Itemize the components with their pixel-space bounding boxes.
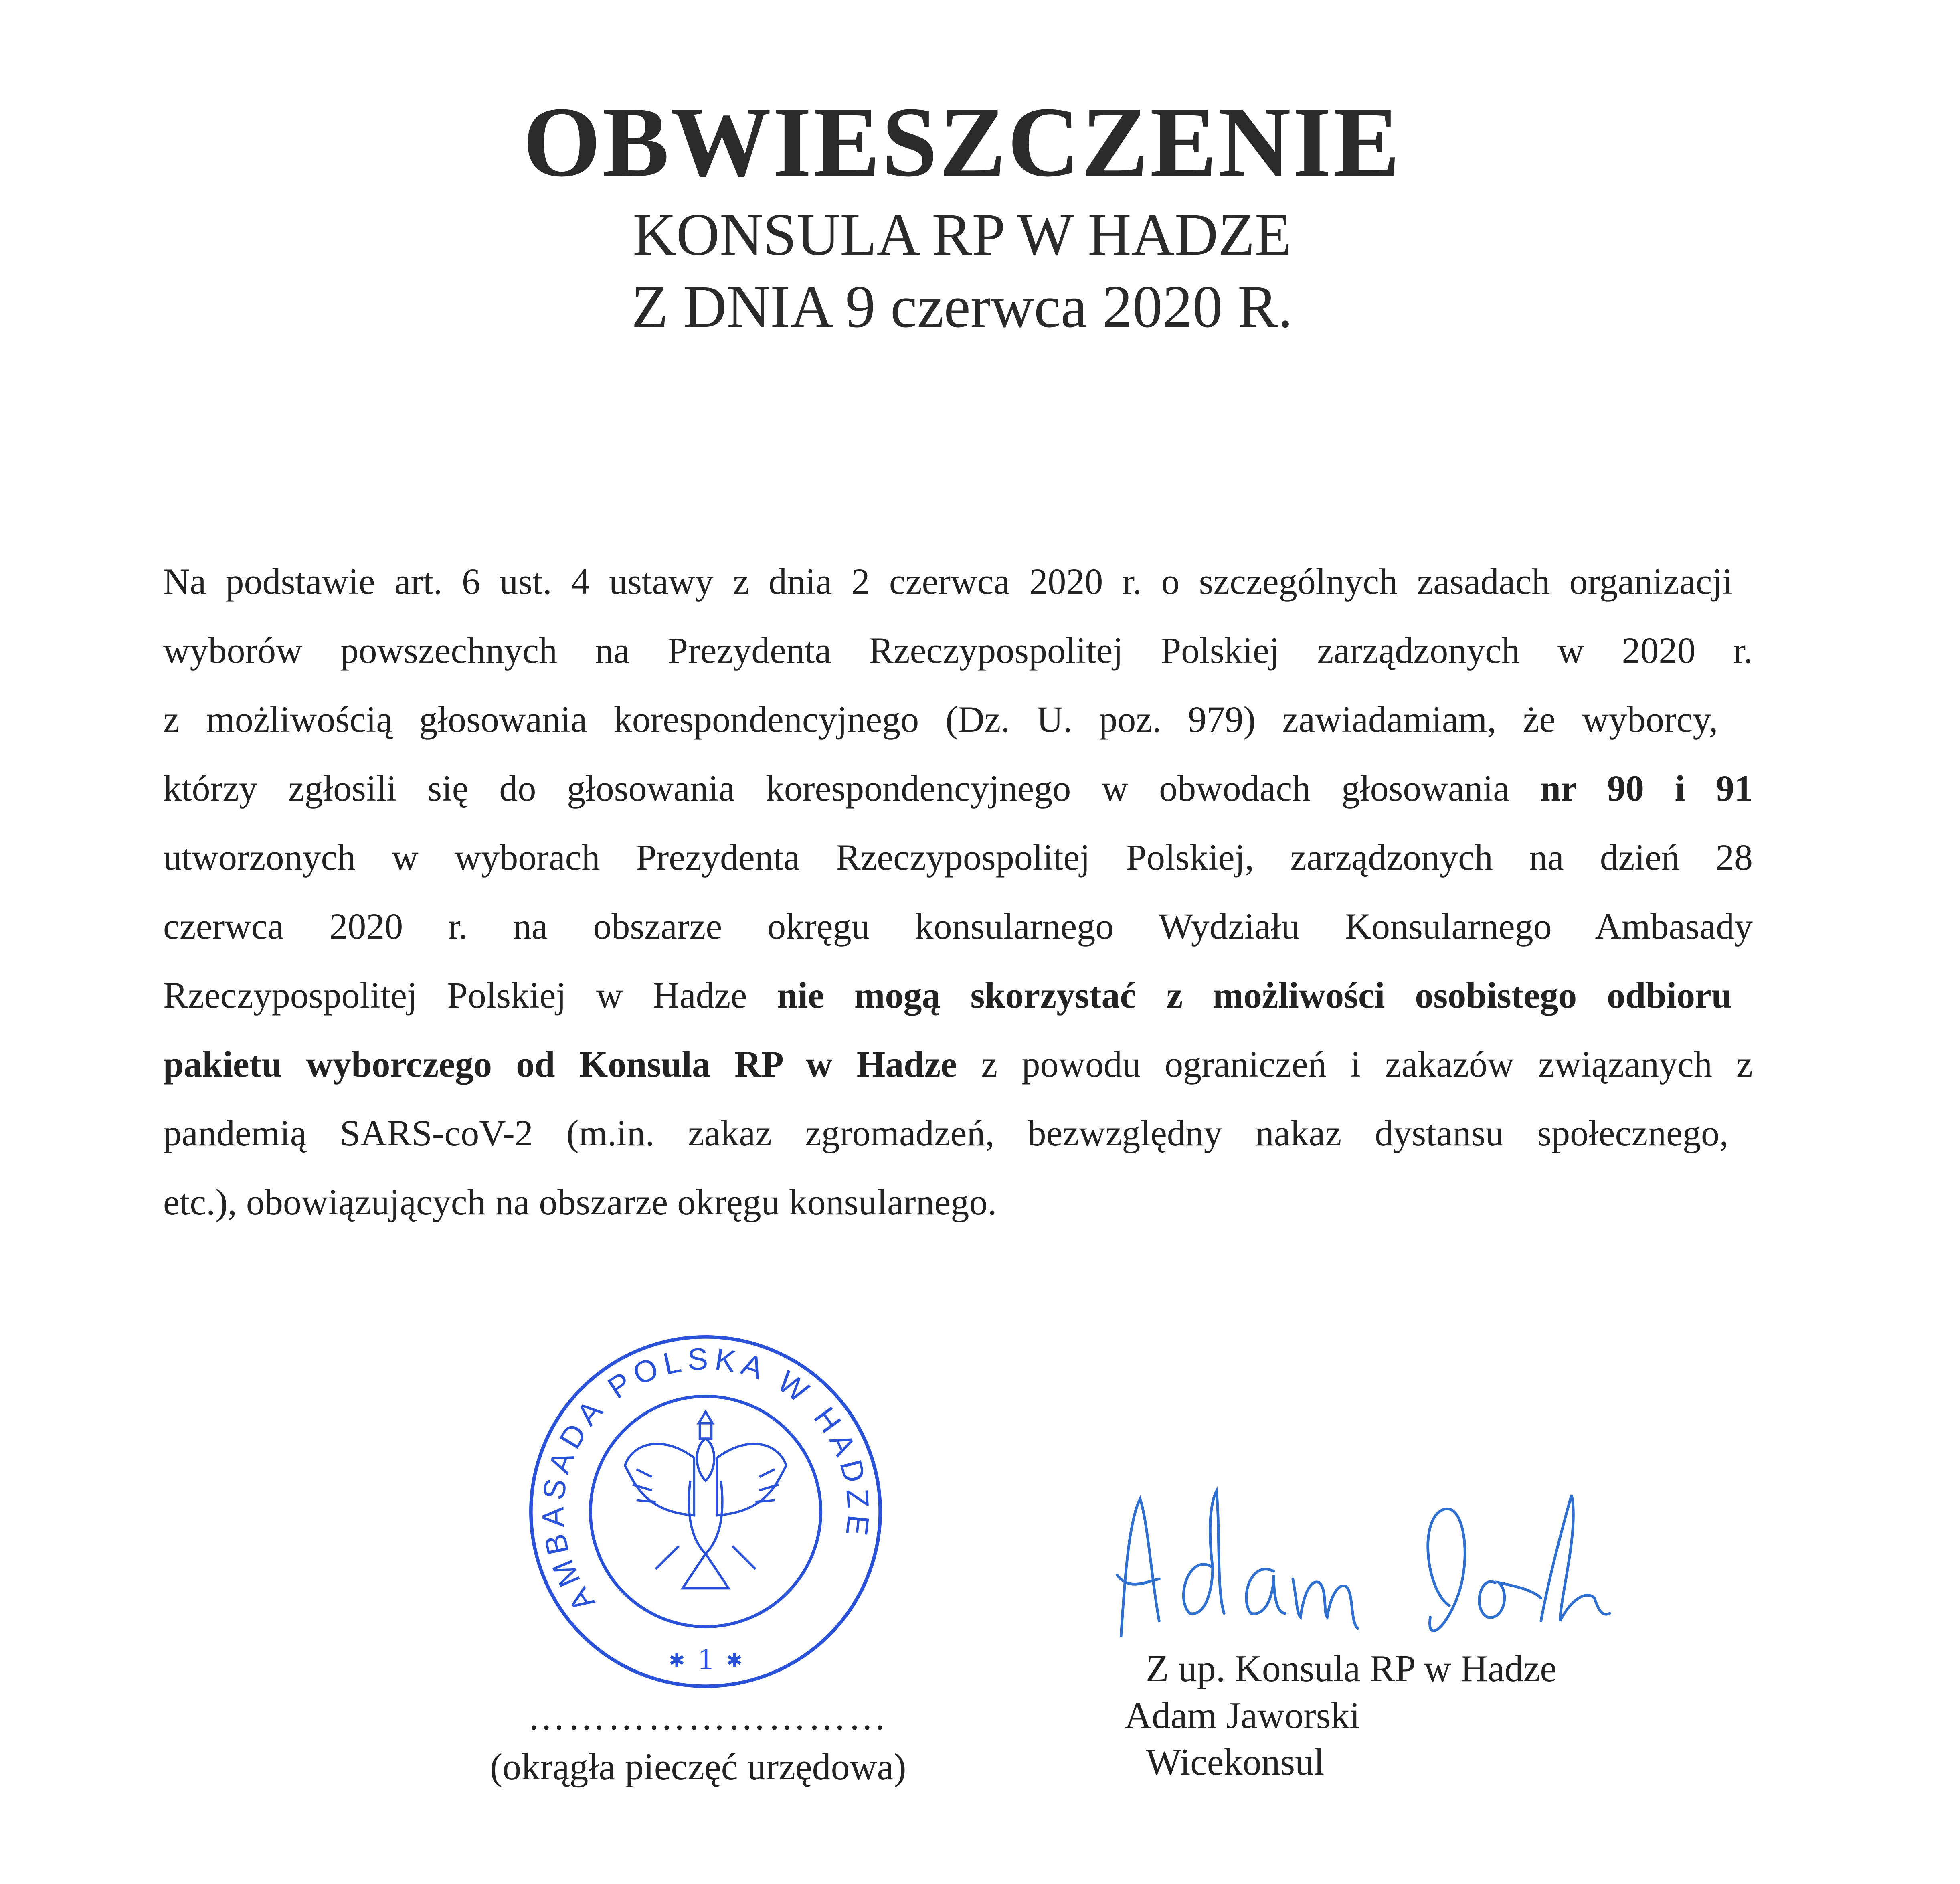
- document-title: OBWIESZCZENIE: [523, 87, 1402, 198]
- signatory-role: Wicekonsul: [1146, 1741, 1325, 1783]
- body-line-text: [163, 630, 1753, 670]
- stamp-caption: (okrągła pieczęć urzędowa): [490, 1746, 906, 1788]
- body-line-text: [163, 906, 1753, 946]
- body-line: [163, 1113, 1753, 1182]
- body-line: [163, 768, 1753, 837]
- body-line: [163, 561, 1753, 630]
- eagle-emblem-icon: [625, 1412, 786, 1588]
- signatory-name: Adam Jaworski: [1125, 1695, 1360, 1736]
- body-line: [163, 1182, 1753, 1251]
- body-text: z możliwością głosowania korespondencyjnego (Dz. U. poz. 979) zawiadamiam, że wyborcy,: [163, 699, 1718, 740]
- body-line-text: [163, 768, 1753, 808]
- body-line-text: [163, 1044, 1753, 1084]
- body-text: wyborów powszechnych na Prezydenta Rzeczypospolitej Polskiej zarządzonych w 2020 r.: [163, 630, 1753, 671]
- star-icon: ✱: [669, 1650, 685, 1672]
- body-text: etc.), obowiązujących na obszarze okręgu konsularnego.: [163, 1182, 997, 1222]
- body-text: którzy zgłosili się do głosowania korespondencyjnego w obwodach głosowania: [163, 768, 1540, 809]
- body-line-text: [163, 699, 1718, 739]
- body-line: [163, 906, 1753, 975]
- bold-text: nie mogą skorzystać z możliwości osobistego odbioru: [777, 975, 1732, 1016]
- body-text: pandemią SARS-coV-2 (m.in. zakaz zgromadzeń, bezwzględny nakaz dystansu społecznego,: [163, 1113, 1729, 1153]
- notice-body: [163, 561, 1753, 1251]
- body-text: z powodu ograniczeń i zakazów związanych z: [957, 1044, 1753, 1085]
- body-line-text: [163, 837, 1753, 877]
- body-line-text: [163, 975, 1732, 1015]
- body-line: [163, 975, 1753, 1044]
- on-behalf-line: Z up. Konsula RP w Hadze: [1146, 1648, 1557, 1690]
- bold-text: pakietu wyborczego od Konsula RP w Hadze: [163, 1044, 957, 1085]
- stamp-ring-text: AMBASADA POLSKA W HADZE: [536, 1342, 876, 1618]
- body-text: Rzeczypospolitej Polskiej w Hadze: [163, 975, 777, 1016]
- body-line: [163, 699, 1753, 768]
- bold-text: nr 90 i 91: [1540, 768, 1753, 809]
- body-line-text: [163, 1182, 997, 1222]
- body-line-text: [163, 1113, 1729, 1153]
- stamp-number: 1: [698, 1641, 714, 1676]
- body-line-text: [163, 561, 1733, 601]
- handwritten-signature: [1098, 1483, 1724, 1644]
- stamp-dotted-line: ………………………: [528, 1696, 888, 1738]
- body-line: [163, 837, 1753, 906]
- body-text: Na podstawie art. 6 ust. 4 ustawy z dnia 2 czerwca 2020 r. o szczególnych zasadach organizacji: [163, 561, 1733, 602]
- body-line: [163, 1044, 1753, 1113]
- body-text: utworzonych w wyborach Prezydenta Rzeczypospolitej Polskiej, zarządzonych na dzień 28: [163, 837, 1753, 878]
- issuer-subtitle: KONSULA RP W HADZE: [633, 201, 1292, 268]
- official-stamp: [525, 1331, 886, 1692]
- date-line: Z DNIA 9 czerwca 2020 R.: [631, 273, 1293, 340]
- star-icon: ✱: [726, 1650, 742, 1672]
- body-text: czerwca 2020 r. na obszarze okręgu konsularnego Wydziału Konsularnego Ambasady: [163, 906, 1753, 947]
- body-line: [163, 630, 1753, 699]
